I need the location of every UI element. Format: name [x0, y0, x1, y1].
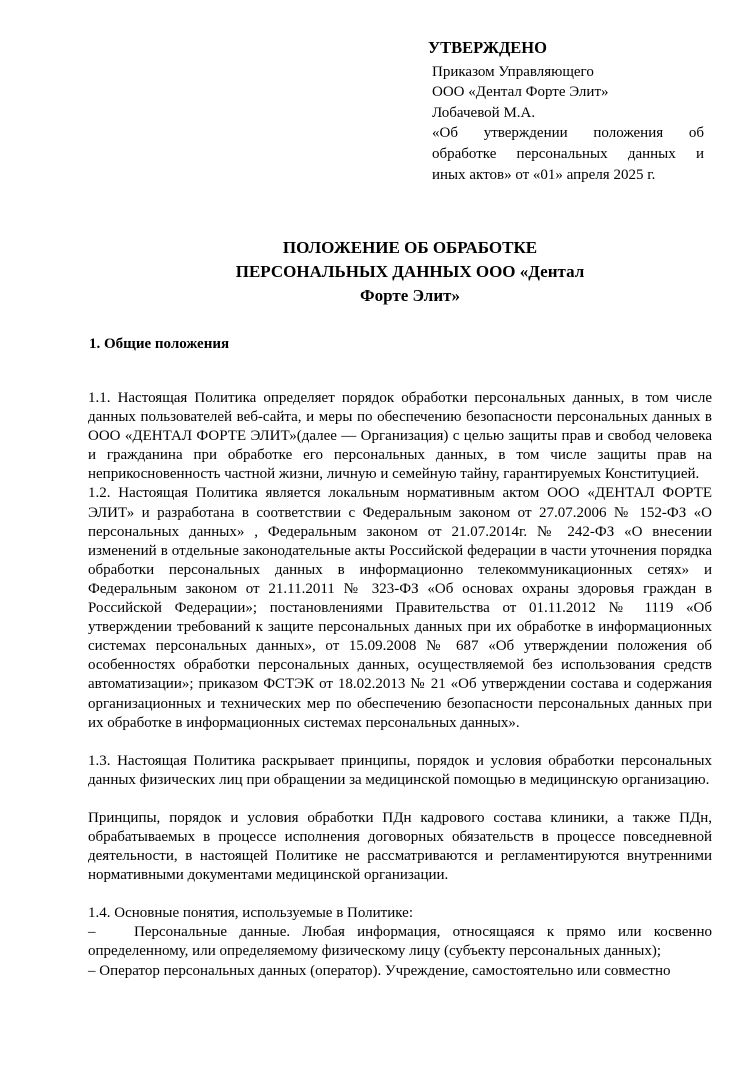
title-line: Форте Элит» — [360, 286, 460, 305]
approval-line: Лобачевой М.А. — [432, 104, 536, 121]
paragraph-1-1: 1.1. Настоящая Политика определяет порядок обработки персональных данных, в том числе данных пользователей веб-сайта, и меры по обеспечению безопасности персональных данных в ООО «ДЕНТАЛ ФОРТЕ ЭЛИТ»(далее — Организация) с целью защиты прав и свобод человека и гражданина при обработке его персональных данных, в том числе защиты прав на неприкосновенность частной жизни, личную и семейную тайну, гарантируемых Конституцией. — [88, 390, 712, 483]
approval-line: «Об утверждении положения об — [432, 125, 704, 142]
paragraph-staff-data: Принципы, порядок и условия обработки ПДн кадрового состава клиники, а также ПДн, обрабатываемых в процессе исполнения договорных обязательств в процессе повседневной деятельности, в настоящей Политике не рассматриваются и регламентируются внутренними нормативными документами медицинской организации. — [88, 809, 712, 884]
approval-line: Приказом Управляющего — [432, 63, 594, 80]
definition-text: Персональные данные. Любая информация, относящаяся к прямо или косвенно определенному, или определяемому физическому лицу (субъекту персональных данных); — [88, 924, 712, 960]
definition-personal-data — [88, 923, 712, 961]
document-body — [88, 389, 712, 981]
definition-operator: – Оператор персональных данных (оператор). Учреждение, самостоятельно или совместно — [88, 962, 671, 979]
approval-line: ООО «Дентал Форте Элит» — [432, 84, 609, 101]
title-line: ПОЛОЖЕНИЕ ОБ ОБРАБОТКЕ — [282, 238, 538, 257]
approval-block — [428, 38, 704, 185]
title-line: ПЕРСОНАЛЬНЫХ ДАННЫХ ООО «Дентал — [235, 262, 585, 281]
paragraph-1-4: 1.4. Основные понятия, используемые в Политике: — [88, 905, 413, 922]
approval-heading: УТВЕРЖДЕНО — [428, 38, 547, 57]
document-title — [150, 236, 670, 308]
approval-line: обработке персональных данных и — [432, 145, 704, 162]
approval-line: иных актов» от «01» апреля 2025 г. — [432, 166, 656, 183]
paragraph-1-2: 1.2. Настоящая Политика является локальным нормативным актом ООО «ДЕНТАЛ ФОРТЕ ЭЛИТ» и разработана в соответствии с Федеральным законом от 27.07.2006 № 152-ФЗ «О персональных данных» , Федеральным законом от 21.07.2014г. № 242-ФЗ «О внесении изменений в отдельные законодательные акты Российской федерации в части уточнения порядка обработки персональных данных в информационно телекоммуникационных сетях» и Федеральным законом от 21.11.2011 № 323-ФЗ «Об основах охраны здоровья граждан в Российской Федерации»; постановлениями Правительства от 01.11.2012 № 1119 «Об утверждении требований к защите персональных данных при их обработке в информационных системах персональных данных», от 15.09.2008 № 687 «Об утверждении положения об особенностях обработки персональных данных, осуществляемой без использования средств автоматизации»; приказом ФСТЭК от 18.02.2013 № 21 «Об утверждении состава и содержания организационных и технических мер по обеспечению безопасности персональных данных при их обработке в информационных системах персональных данных». — [88, 485, 712, 731]
dash-marker: – — [88, 924, 96, 941]
paragraph-1-3: 1.3. Настоящая Политика раскрывает принципы, порядок и условия обработки персональных данных физических лиц при обращении за медицинской помощью в медицинскую организацию. — [88, 752, 712, 788]
section-heading: 1. Общие положения — [89, 336, 230, 352]
